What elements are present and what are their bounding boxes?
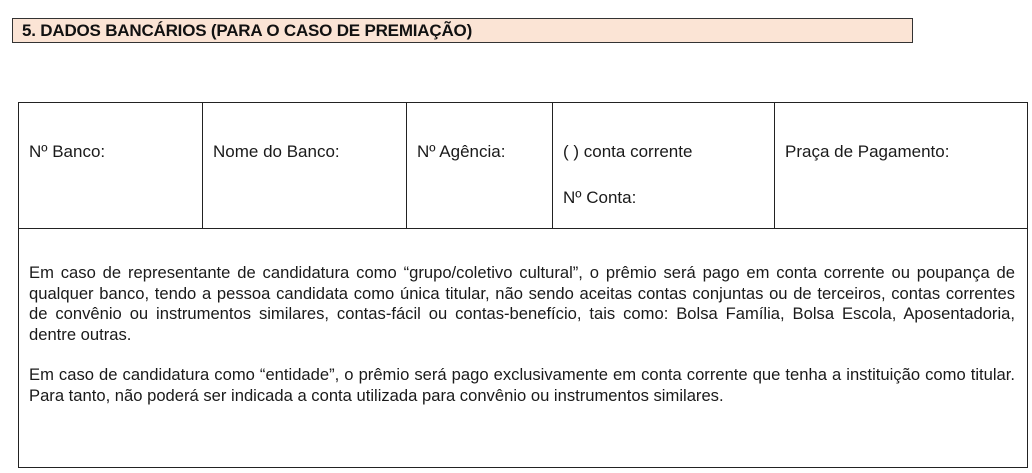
agency-number-label: Nº Agência: — [417, 142, 506, 161]
payment-place-label: Praça de Pagamento: — [785, 142, 950, 161]
bank-number-field[interactable] — [19, 103, 203, 228]
payment-info-box — [18, 228, 1028, 468]
account-field[interactable] — [553, 103, 775, 228]
account-number-label: Nº Conta: — [563, 188, 637, 207]
bank-name-field[interactable] — [203, 103, 407, 228]
bank-details-table — [18, 102, 1028, 229]
bank-number-label: Nº Banco: — [29, 142, 106, 161]
payment-place-field[interactable] — [775, 103, 1027, 228]
agency-number-field[interactable] — [407, 103, 553, 228]
bank-name-label: Nome do Banco: — [213, 142, 340, 161]
group-payment-paragraph: Em caso de representante de candidatura como “grupo/coletivo cultural”, o prêmio será pago em conta corrente ou poupança de qualquer banco, tendo a pessoa candidata como única titular, não sendo aceitas contas conjuntas ou de terceiros, contas correntes de convênio ou instrumentos similares, contas-fácil ou contas-benefício, tais como: Bolsa Família, Bolsa Escola, Aposentadoria, dentre outras. — [29, 263, 1015, 344]
section-title: 5. DADOS BANCÁRIOS (PARA O CASO DE PREMIAÇÃO) — [12, 18, 913, 43]
entity-payment-paragraph: Em caso de candidatura como “entidade”, o prêmio será pago exclusivamente em conta corrente que tenha a instituição como titular. Para tanto, não poderá ser indicada a conta utilizada para convênio ou instrumentos similares. — [29, 365, 1015, 405]
checking-account-checkbox[interactable]: ( ) conta corrente — [563, 142, 693, 161]
